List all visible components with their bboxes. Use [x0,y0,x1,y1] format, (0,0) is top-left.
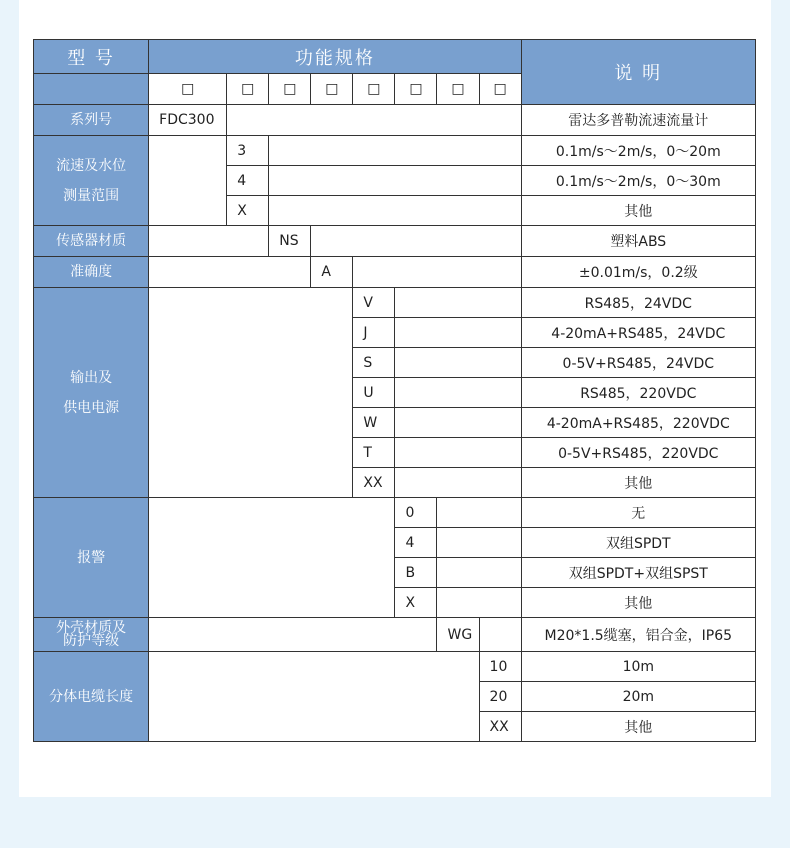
output-code-1: V [353,288,395,318]
housing-blank-left [149,618,437,652]
checkbox-cell-4 [311,74,353,105]
cable-blank-left [149,652,479,742]
output-code-4: U [353,378,395,408]
alarm-blank [437,558,521,588]
checkbox-icon: □ [493,81,507,97]
cable-label: 分体电缆长度 [34,652,149,742]
checkbox-icon: □ [451,81,465,97]
housing-label-line2: 防护等级 [63,632,120,649]
output-label-line2: 供电电源 [63,399,120,416]
checkbox-cell-3 [269,74,311,105]
housing-desc: M20*1.5缆塞，铝合金，IP65 [521,618,755,652]
checkbox-cell-1 [149,74,227,105]
sensor-blank-left [149,226,269,257]
housing-row [34,618,756,652]
checkbox-icon: □ [181,81,195,97]
alarm-blank [437,498,521,528]
alarm-desc-2: 双组SPDT [521,528,755,558]
series-row [34,105,756,136]
sensor-code: NS [269,226,311,257]
range-blank-left [149,136,227,226]
housing-blank [479,618,521,652]
series-desc: 雷达多普勒流速流量计 [521,105,755,136]
housing-label [34,618,149,652]
range-row-1 [34,136,756,166]
output-code-6: T [353,438,395,468]
output-blank [395,438,521,468]
output-blank [395,348,521,378]
checkbox-icon: □ [367,81,381,97]
accuracy-label: 准确度 [34,257,149,288]
output-desc-5: 4-20mA+RS485，220VDC [521,408,755,438]
model-selection-table [33,39,756,742]
output-code-5: W [353,408,395,438]
alarm-blank [437,528,521,558]
sensor-row [34,226,756,257]
cable-code-2: 20 [479,682,521,712]
checkbox-icon: □ [283,81,297,97]
range-blank [269,166,521,196]
output-code-3: S [353,348,395,378]
header-model: 型 号 [34,40,149,74]
checkbox-icon: □ [325,81,339,97]
alarm-desc-4: 其他 [521,588,755,618]
output-desc-4: RS485，220VDC [521,378,755,408]
output-code-7: XX [353,468,395,498]
alarm-code-4: X [395,588,437,618]
output-code-2: J [353,318,395,348]
checkbox-cell-8 [479,74,521,105]
output-blank [395,288,521,318]
alarm-desc-1: 无 [521,498,755,528]
output-blank [395,408,521,438]
checkbox-icon: □ [409,81,423,97]
cable-code-1: 10 [479,652,521,682]
output-desc-3: 0-5V+RS485，24VDC [521,348,755,378]
series-code: FDC300 [149,105,227,136]
housing-code: WG [437,618,479,652]
alarm-code-1: 0 [395,498,437,528]
output-label [34,288,149,498]
accuracy-row [34,257,756,288]
output-row-1 [34,288,756,318]
alarm-blank-left [149,498,395,618]
accuracy-desc: ±0.01m/s，0.2级 [521,257,755,288]
output-blank [395,378,521,408]
checkbox-cell-2 [227,74,269,105]
output-desc-1: RS485，24VDC [521,288,755,318]
output-blank [395,468,521,498]
housing-label-line1: 外壳材质及 [56,619,127,636]
range-code-3: X [227,196,269,226]
output-blank-left [149,288,353,498]
checkbox-cell-6 [395,74,437,105]
range-desc-2: 0.1m/s～2m/s，0～30m [521,166,755,196]
range-label-line2: 测量范围 [63,187,120,204]
accuracy-code: A [311,257,353,288]
range-blank [269,196,521,226]
range-label-line1: 流速及水位 [56,157,127,174]
model-selection-table-wrapper [33,39,756,742]
cable-desc-1: 10m [521,652,755,682]
output-label-line1: 输出及 [70,369,113,386]
series-blank [227,105,521,136]
range-code-1: 3 [227,136,269,166]
alarm-blank [437,588,521,618]
alarm-label: 报警 [34,498,149,618]
header-row-1 [34,40,756,74]
output-blank [395,318,521,348]
output-desc-6: 0-5V+RS485，220VDC [521,438,755,468]
range-desc-1: 0.1m/s～2m/s，0～20m [521,136,755,166]
cable-desc-2: 20m [521,682,755,712]
accuracy-blank [353,257,521,288]
range-label [34,136,149,226]
alarm-row-1 [34,498,756,528]
alarm-code-2: 4 [395,528,437,558]
output-desc-7: 其他 [521,468,755,498]
header-desc: 说 明 [521,40,755,105]
range-desc-3: 其他 [521,196,755,226]
alarm-code-3: B [395,558,437,588]
cable-row-1 [34,652,756,682]
checkbox-cell-5 [353,74,395,105]
checkbox-icon: □ [241,81,255,97]
series-label: 系列号 [34,105,149,136]
range-blank [269,136,521,166]
cable-desc-3: 其他 [521,712,755,742]
header-spec: 功能规格 [149,40,521,74]
alarm-desc-3: 双组SPDT+双组SPST [521,558,755,588]
output-desc-2: 4-20mA+RS485，24VDC [521,318,755,348]
sensor-desc: 塑料ABS [521,226,755,257]
range-code-2: 4 [227,166,269,196]
accuracy-blank-left [149,257,311,288]
sensor-label: 传感器材质 [34,226,149,257]
sensor-blank [311,226,521,257]
cable-code-3: XX [479,712,521,742]
checkbox-cell-7 [437,74,479,105]
header-model-blank [34,74,149,105]
